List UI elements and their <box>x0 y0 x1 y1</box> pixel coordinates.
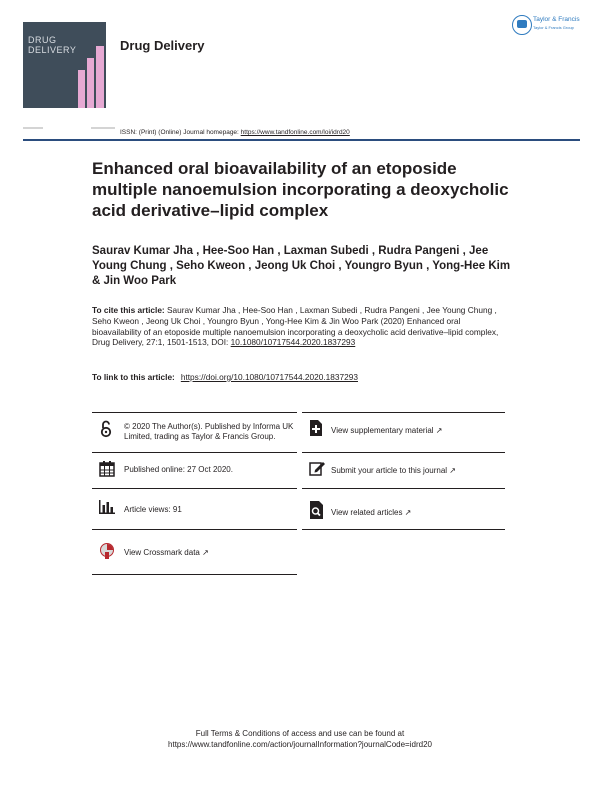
journal-homepage-link[interactable]: https://www.tandfonline.com/loi/idrd20 <box>240 129 350 136</box>
divider <box>302 452 505 453</box>
cover-decor-bar <box>87 58 94 108</box>
divider <box>302 412 505 413</box>
calendar-icon <box>99 461 115 477</box>
citation-label: To cite this article: <box>92 305 165 315</box>
footer-terms-text: Full Terms & Conditions of access and use can be found at <box>195 729 405 738</box>
crossmark-icon <box>100 543 114 559</box>
publisher-name: Taylor & Francis <box>533 16 580 23</box>
open-access-icon <box>99 420 113 438</box>
cover-title-line-2: DELIVERY <box>28 45 77 55</box>
issn-line <box>120 129 350 136</box>
supplementary-material-icon <box>309 420 323 436</box>
issn-label: ISSN: (Print) (Online) Journal homepage: <box>120 129 241 136</box>
article-title: Enhanced oral bioavailability of an etoposide multiple nanoemulsion incorporating a deoxycholic acid derivative–lipid complex <box>92 159 509 220</box>
related-articles-icon <box>309 501 324 519</box>
divider <box>92 452 297 453</box>
bar-chart-icon <box>99 500 115 514</box>
supplementary-material-link[interactable]: View supplementary material ↗ <box>331 426 443 435</box>
cover-decor-bar <box>96 46 104 108</box>
article-authors: Saurav Kumar Jha , Hee-Soo Han , Laxman Subedi , Rudra Pangeni , Jee Young Chung , Seho Kweon , Jeong Uk Choi , Youngro Byun , Yong-Hee Kim & Jin Woo Park <box>92 245 511 287</box>
article-doi-link[interactable]: https://doi.org/10.1080/10717544.2020.1837293 <box>180 372 358 382</box>
citation-block <box>92 305 500 348</box>
divider <box>92 574 297 575</box>
journal-title[interactable]: Drug Delivery <box>120 38 205 53</box>
related-articles-link[interactable]: View related articles ↗ <box>331 508 412 517</box>
publisher-tagline: Taylor & Francis Group <box>533 25 574 30</box>
divider <box>92 529 297 530</box>
citation-text: Saurav Kumar Jha , Hee-Soo Han , Laxman Subedi , Rudra Pangeni , Jee Young Chung , Seho Kweon , Jeong Uk Choi , Youngro Byun , Yong-Hee Kim & Jin Woo Park (2020) Enhanced oral bioavailability of an etoposide multiple nanoemulsion incorporating a deoxycholic acid derivative–lipid complex, Drug Delivery, 27:1, 1501-1513, DOI: <box>92 305 499 348</box>
publisher-logo[interactable] <box>512 15 592 39</box>
edit-icon <box>309 460 326 476</box>
footer <box>0 728 600 750</box>
divider <box>92 412 297 413</box>
submit-article-link[interactable]: Submit your article to this journal ↗ <box>331 466 456 475</box>
citation-doi-link[interactable]: 10.1080/10717544.2020.1837293 <box>230 337 356 348</box>
header-divider <box>23 139 580 141</box>
cover-decor-bar <box>78 70 85 108</box>
journal-cover-image <box>23 22 106 108</box>
divider <box>92 488 297 489</box>
divider <box>302 529 505 530</box>
footer-terms-link[interactable]: https://www.tandfonline.com/action/journalInformation?journalCode=idrd20 <box>168 740 432 749</box>
article-link-line <box>92 372 358 382</box>
publisher-logo-icon <box>512 15 532 35</box>
cover-title-line-1: DRUG <box>28 35 57 45</box>
divider <box>302 488 505 489</box>
crossmark-link[interactable]: View Crossmark data ↗ <box>124 548 209 557</box>
article-link-label: To link to this article: <box>92 372 175 382</box>
published-online-date: Published online: 27 Oct 2020. <box>124 465 233 474</box>
article-views-count: Article views: 91 <box>124 505 182 514</box>
copyright-text: © 2020 The Author(s). Published by Informa UK Limited, trading as Taylor & Francis Group. <box>124 422 294 441</box>
tiny-logos <box>23 127 123 131</box>
